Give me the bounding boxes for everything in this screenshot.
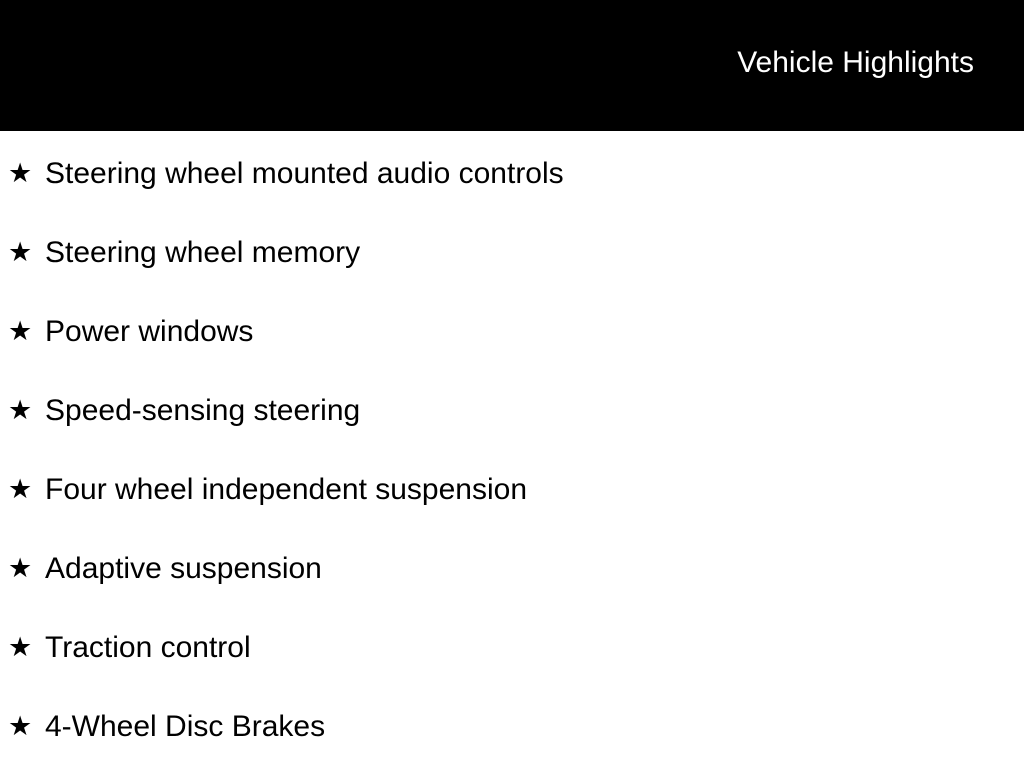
list-item xyxy=(0,450,1024,529)
list-item xyxy=(0,608,1024,687)
list-item-label: Speed-sensing steering xyxy=(45,394,361,427)
highlights-list xyxy=(0,131,1024,766)
list-item-label: Adaptive suspension xyxy=(45,552,322,585)
list-item-label: Four wheel independent suspension xyxy=(45,473,528,506)
header-bar xyxy=(0,0,1024,131)
list-item-label: Steering wheel memory xyxy=(45,236,361,269)
list-item xyxy=(0,371,1024,450)
list-item xyxy=(0,134,1024,213)
star-icon: ★ xyxy=(8,316,33,347)
star-icon: ★ xyxy=(8,237,33,268)
list-item xyxy=(0,213,1024,292)
star-icon: ★ xyxy=(8,158,33,189)
star-icon: ★ xyxy=(8,632,33,663)
star-icon: ★ xyxy=(8,395,33,426)
list-item xyxy=(0,687,1024,766)
star-icon: ★ xyxy=(8,711,33,742)
star-icon: ★ xyxy=(8,474,33,505)
list-item-label: 4-Wheel Disc Brakes xyxy=(45,710,326,743)
page-title: Vehicle Highlights xyxy=(737,46,974,79)
list-item-label: Steering wheel mounted audio controls xyxy=(45,157,564,190)
star-icon: ★ xyxy=(8,553,33,584)
list-item xyxy=(0,292,1024,371)
list-item-label: Power windows xyxy=(45,315,254,348)
list-item-label: Traction control xyxy=(45,631,251,664)
list-item xyxy=(0,529,1024,608)
